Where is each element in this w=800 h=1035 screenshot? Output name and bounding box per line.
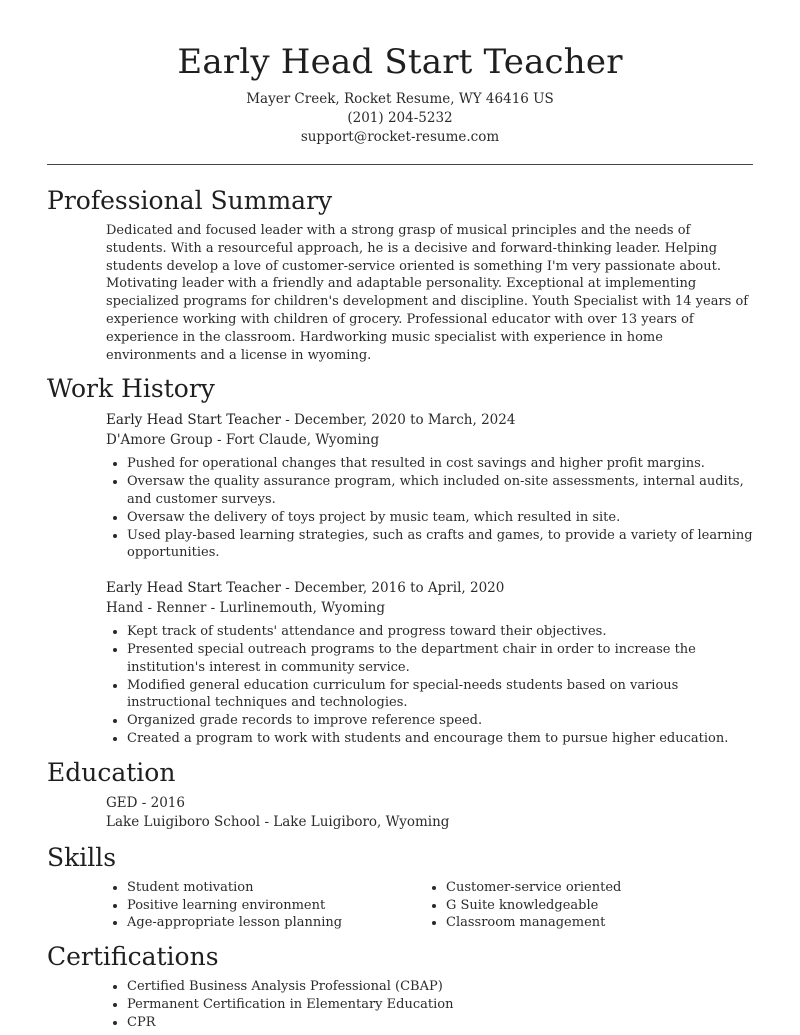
contact-block xyxy=(0,90,800,147)
skill-item: • Customer-service oriented xyxy=(446,879,744,897)
certifications-title: Certifications xyxy=(47,942,219,972)
job-bullet: • Oversaw the delivery of toys project by music team, which resulted in site. xyxy=(127,509,753,527)
education-degree: GED xyxy=(106,794,138,811)
job-entry xyxy=(106,410,753,562)
job-bullet: • Organized grade records to improve reference speed. xyxy=(127,712,753,730)
summary-section xyxy=(0,184,800,364)
skill-item: • Age-appropriate lesson planning xyxy=(127,914,425,932)
skill-item: • Student motivation xyxy=(127,879,425,897)
certification-item: • CPR xyxy=(127,1014,753,1032)
job-bullet: • Kept track of students' attendance and progress toward their objectives. xyxy=(127,623,753,641)
header-divider xyxy=(47,164,753,165)
education-school-line: Lake Luigiboro School - Lake Luigiboro, Wyoming xyxy=(106,814,450,831)
skills-list-left xyxy=(106,879,425,932)
job-role: Early Head Start Teacher xyxy=(106,580,281,597)
education-school: Lake Luigiboro School xyxy=(106,814,261,831)
skills-list-right xyxy=(425,879,744,932)
job-dates: December, 2020 to March, 2024 xyxy=(294,412,516,429)
candidate-name: Early Head Start Teacher xyxy=(177,42,623,82)
education-title: Education xyxy=(47,757,176,787)
job-bullet: • Used play-based learning strategies, such as crafts and games, to provide a variety of learning opportunities. xyxy=(127,527,753,563)
job-bullets xyxy=(106,623,753,748)
job-bullet: • Oversaw the quality assurance program, which included on-site assessments, internal audits, and customer surveys. xyxy=(127,473,753,509)
certifications-section xyxy=(0,940,800,1031)
contact-address: Mayer Creek, Rocket Resume, WY 46416 US xyxy=(246,91,554,107)
skill-item: • Positive learning environment xyxy=(127,897,425,915)
certifications-body xyxy=(106,978,753,1031)
skills-section xyxy=(0,841,800,932)
work-history-section xyxy=(0,372,800,747)
job-bullet: • Created a program to work with students and encourage them to pursue higher education. xyxy=(127,730,753,748)
job-title-line: Early Head Start Teacher - December, 2020 to March, 2024 xyxy=(106,412,516,429)
job-company: Hand - Renner xyxy=(106,600,207,617)
education-location: Lake Luigiboro, Wyoming xyxy=(273,814,450,831)
job-company-line: Hand - Renner - Lurlinemouth, Wyoming xyxy=(106,600,385,617)
certifications-list xyxy=(106,978,753,1031)
certification-item: • Permanent Certification in Elementary Education xyxy=(127,996,753,1014)
job-role: Early Head Start Teacher xyxy=(106,412,281,429)
job-bullet: • Modified general education curriculum for special-needs students based on various instructional techniques and technologies. xyxy=(127,677,753,713)
contact-phone: (201) 204-5232 xyxy=(347,110,453,126)
certification-item: • Certified Business Analysis Professional (CBAP) xyxy=(127,978,753,996)
skills-title: Skills xyxy=(47,842,117,872)
skill-item: • Classroom management xyxy=(446,914,744,932)
job-bullet: • Presented special outreach programs to the department chair in order to increase the institution's interest in community service. xyxy=(127,641,753,677)
job-dates: December, 2016 to April, 2020 xyxy=(294,580,505,597)
skills-columns xyxy=(106,875,753,932)
education-section xyxy=(0,756,800,833)
education-year: 2016 xyxy=(150,794,185,811)
education-degree-line: GED - 2016 xyxy=(106,794,185,811)
job-title-line: Early Head Start Teacher - December, 2016 to April, 2020 xyxy=(106,580,505,597)
job-company-line: D'Amore Group - Fort Claude, Wyoming xyxy=(106,432,380,449)
job-location: Fort Claude, Wyoming xyxy=(225,432,380,449)
job-bullets xyxy=(106,455,753,562)
summary-title: Professional Summary xyxy=(47,186,333,215)
skill-item: • G Suite knowledgeable xyxy=(446,897,744,915)
job-company: D'Amore Group xyxy=(106,432,213,449)
education-entry xyxy=(106,794,753,833)
summary-text: Dedicated and focused leader with a strong grasp of musical principles and the needs of students. With a resourceful approach, he is a decisive and forward-thinking leader. Helping students develop a love of customer-service oriented is something I'm very passionate about. Motivating leader with a friendly and adaptable personality. Exceptional at implementing specialized programs for children's development and discipline. Youth Specialist with 14 years of experience working with children of grocery. Professional educator with over 13 years of experience in the classroom. Hardworking music specialist with experience in home environments and a license in wyoming. xyxy=(106,223,749,363)
job-bullet: • Pushed for operational changes that resulted in cost savings and higher profit margins. xyxy=(127,455,753,473)
contact-email[interactable]: support@rocket-resume.com xyxy=(300,129,500,145)
work-history-title: Work History xyxy=(47,374,215,404)
resume-header xyxy=(0,0,800,147)
job-location: Lurlinemouth, Wyoming xyxy=(219,600,385,617)
job-entry xyxy=(106,578,753,748)
